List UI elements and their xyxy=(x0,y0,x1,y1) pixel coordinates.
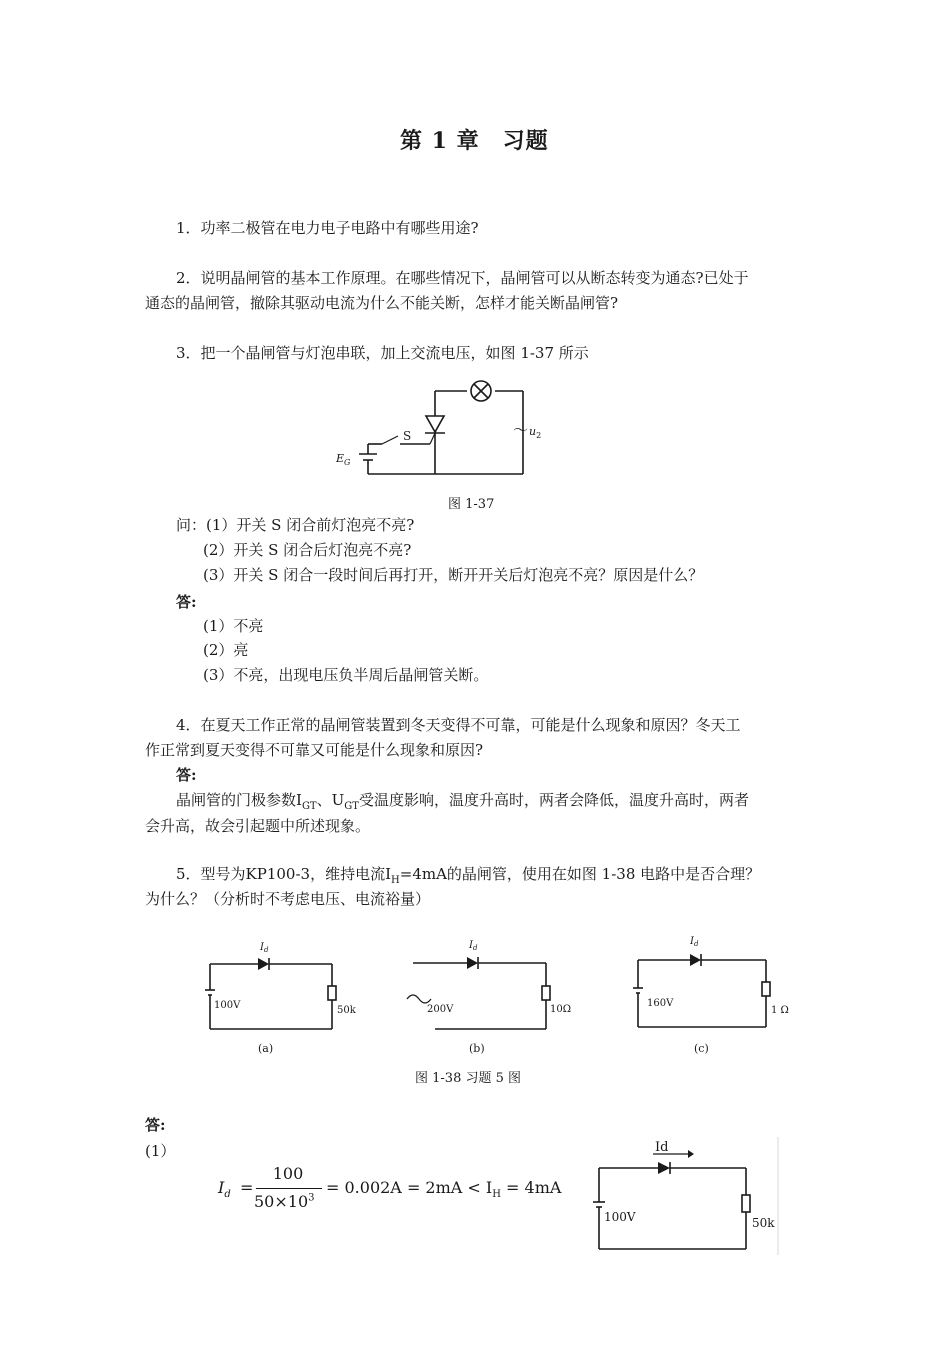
diode-icon xyxy=(258,958,269,970)
circuit-b-source: 200V xyxy=(427,1004,454,1015)
answer-label: 答: xyxy=(145,1116,166,1134)
diode-icon xyxy=(467,957,478,969)
circuit-c-load: 1 Ω xyxy=(771,1005,789,1016)
question-5-line-2: 为什么？（分析时不考虑电压、电流裕量） xyxy=(145,890,431,908)
source-label: $E_G$ xyxy=(336,452,351,467)
question-3: 3．把一个晶闸管与灯泡串联，加上交流电压，如图 1-37 所示 xyxy=(176,344,589,362)
circuit-b-label: (b) xyxy=(469,1042,485,1055)
circuit-c-label: (c) xyxy=(694,1042,709,1055)
circuit-a-label: (a) xyxy=(258,1042,274,1055)
page-title: 第 1 章 习题 xyxy=(400,128,549,154)
answer-circuit-current: Id xyxy=(655,1140,669,1155)
question-5-line-1: 5．型号为KP100-3，维持电流$I_H=4mA$的晶闸管，使用在如图 1-38 电路中是否合理？ xyxy=(176,865,761,886)
formula-result: = $0.002A = 2mA < I_H = 4mA$ xyxy=(326,1178,562,1201)
answer-circuit xyxy=(590,1133,790,1258)
circuit-b xyxy=(405,936,580,1036)
circuit-c-source: 160V xyxy=(647,998,674,1009)
thyristor-icon xyxy=(426,416,444,432)
q3-question-2: (2）开关 S 闭合后灯泡亮不亮? xyxy=(203,541,412,559)
ac-source-icon xyxy=(407,995,431,1003)
ac-label: $\sim u_2$ xyxy=(513,421,542,440)
figure-1-37-caption: 图 1-37 xyxy=(448,497,495,512)
resistor-icon xyxy=(542,986,550,1000)
circuit-a xyxy=(200,938,356,1038)
formula-lhs: $I_d$ xyxy=(218,1178,231,1201)
figure-1-37-circuit xyxy=(330,378,570,478)
question-4-line-2: 作正常到夏天变得不可靠又可能是什么现象和原因? xyxy=(145,741,484,759)
circuit-c-current-label: $I_d$ xyxy=(690,936,699,948)
diode-icon xyxy=(658,1162,670,1174)
q3-question-1: 问：(1）开关 S 闭合前灯泡亮不亮? xyxy=(176,516,415,534)
circuit-a-current-label: $I_d$ xyxy=(260,942,269,954)
switch-label: S xyxy=(403,429,412,443)
q3-question-3: (3）开关 S 闭合一段时间后再打开，断开开关后灯泡亮不亮？原因是什么？ xyxy=(203,566,704,584)
switch-s xyxy=(382,436,398,444)
formula-denominator: $50\times 10^3$ xyxy=(254,1192,315,1211)
circuit-a-load: 50k xyxy=(337,1005,356,1016)
q4-answer-line-2: 会升高，故会引起题中所述现象。 xyxy=(145,817,371,835)
q4-answer-label: 答: xyxy=(176,766,197,784)
question-2-line-1: 2．说明晶闸管的基本工作原理。在哪些情况下，晶闸管可以从断态转变为通态?已处于 xyxy=(176,269,749,287)
q3-answer-3: (3）不亮，出现电压负半周后晶闸管关断。 xyxy=(203,666,489,684)
resistor-icon xyxy=(762,982,770,996)
question-1: 1．功率二极管在电力电子电路中有哪些用途? xyxy=(176,219,479,237)
question-2-line-2: 通态的晶闸管，撤除其驱动电流为什么不能关断，怎样才能关断晶闸管? xyxy=(145,294,619,312)
answer-circuit-load: 50k xyxy=(752,1216,775,1230)
diode-icon xyxy=(690,954,701,966)
resistor-icon xyxy=(328,986,336,1000)
question-4-line-1: 4．在夏天工作正常的晶闸管装置到冬天变得不可靠，可能是什么现象和原因？冬天工 xyxy=(176,716,741,734)
formula-numerator: 100 xyxy=(272,1164,304,1183)
resistor-icon xyxy=(742,1195,750,1212)
circuit-b-load: 10Ω xyxy=(550,1004,572,1015)
q3-answer-2: (2）亮 xyxy=(203,641,249,659)
circuit-c xyxy=(630,934,790,1034)
answer-circuit-source: 100V xyxy=(604,1210,636,1224)
circuit-b-current-label: $I_d$ xyxy=(469,940,478,952)
circuit-a-source: 100V xyxy=(214,1000,241,1011)
q4-answer-line-1: 晶闸管的门极参数$I_{GT}$、$U_{GT}$受温度影响，温度升高时，两者会降低，温度升高时，两者 xyxy=(176,791,749,812)
answer-part-1: (1） xyxy=(145,1142,176,1160)
q3-answer-label: 答: xyxy=(176,593,197,611)
q3-answer-1: (1）不亮 xyxy=(203,617,264,635)
figure-1-38-caption: 图 1-38 习题 5 图 xyxy=(415,1071,522,1086)
